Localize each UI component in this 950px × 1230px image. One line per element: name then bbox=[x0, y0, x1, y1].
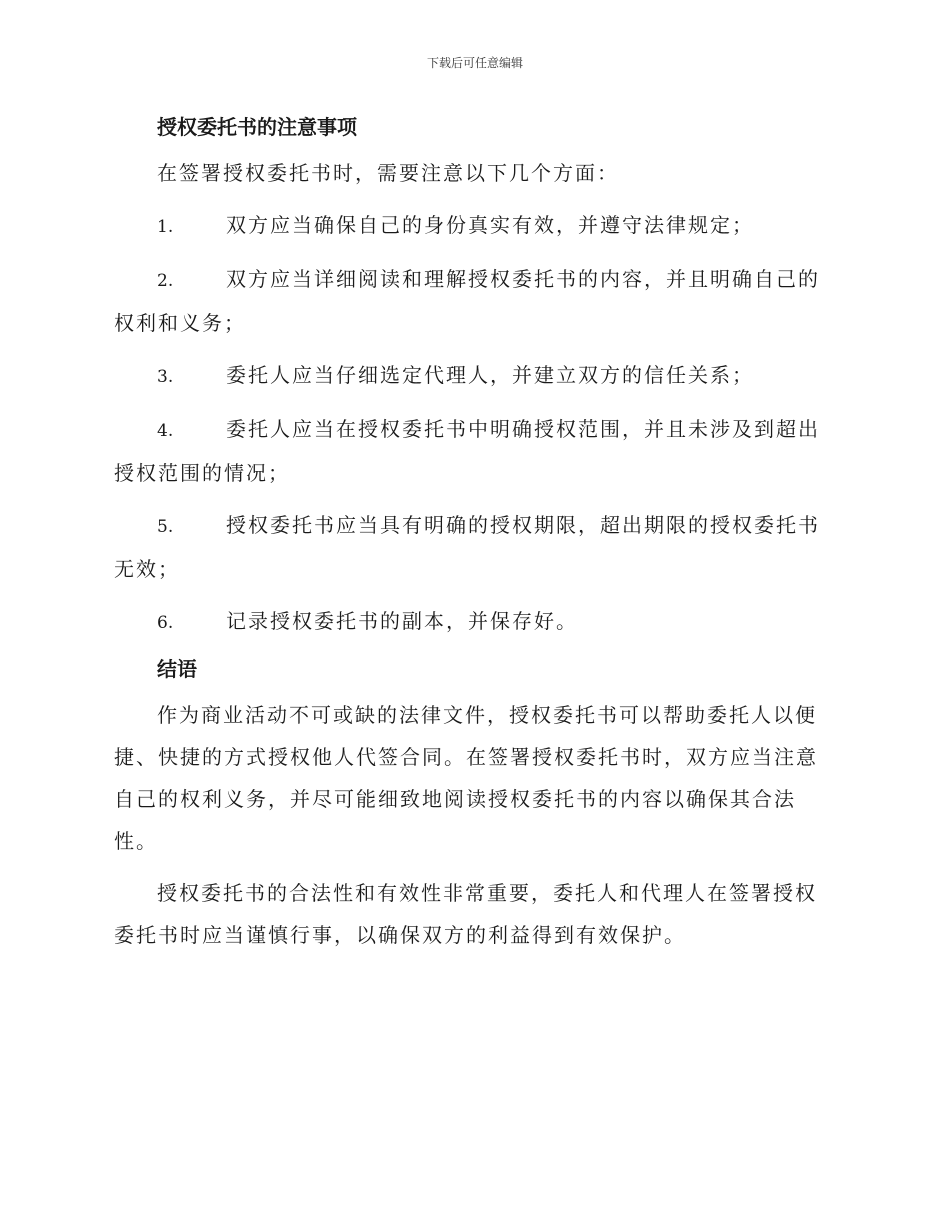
list-item-4 bbox=[114, 408, 834, 494]
list-number: 6. bbox=[157, 613, 174, 633]
list-item-6 bbox=[114, 600, 834, 644]
list-number: 4. bbox=[157, 421, 174, 441]
list-number: 2. bbox=[157, 271, 174, 291]
list-text: 双方应当确保自己的身份真实有效，并遵守法律规定； bbox=[226, 213, 754, 237]
list-text: 记录授权委托书的副本，并保存好。 bbox=[226, 609, 578, 633]
list-number: 5. bbox=[157, 517, 174, 537]
list-number: 1. bbox=[157, 217, 174, 237]
list-text: 授权委托书应当具有明确的授权期限，超出期限的授权委托书无效； bbox=[114, 513, 820, 581]
list-number: 3. bbox=[157, 367, 174, 387]
list-text: 双方应当详细阅读和理解授权委托书的内容，并且明确自己的权利和义务； bbox=[114, 267, 820, 335]
conclusion-paragraph-2: 授权委托书的合法性和有效性非常重要，委托人和代理人在签署授权委托书时应当谨慎行事，以确保双方的利益得到有效保护。 bbox=[114, 881, 817, 947]
list-item-1 bbox=[114, 204, 834, 248]
intro-paragraph: 在签署授权委托书时，需要注意以下几个方面： bbox=[157, 161, 619, 185]
list-item-3 bbox=[114, 354, 834, 398]
list-item-2 bbox=[114, 258, 834, 344]
list-item-5 bbox=[114, 504, 834, 590]
list-text: 委托人应当在授权委托书中明确授权范围，并且未涉及到超出授权范围的情况； bbox=[114, 417, 820, 485]
section-title-precautions: 授权委托书的注意事项 bbox=[157, 115, 357, 139]
document-body bbox=[114, 112, 834, 956]
section-title-conclusion: 结语 bbox=[157, 657, 197, 681]
page-header-note: 下载后可任意编辑 bbox=[426, 56, 523, 70]
list-text: 委托人应当仔细选定代理人，并建立双方的信任关系； bbox=[226, 363, 754, 387]
conclusion-paragraph-1: 作为商业活动不可或缺的法律文件，授权委托书可以帮助委托人以便捷、快捷的方式授权他人代签合同。在签署授权委托书时，双方应当注意自己的权利义务，并尽可能细致地阅读授权委托书的内容以确保其合法性。 bbox=[114, 703, 818, 853]
